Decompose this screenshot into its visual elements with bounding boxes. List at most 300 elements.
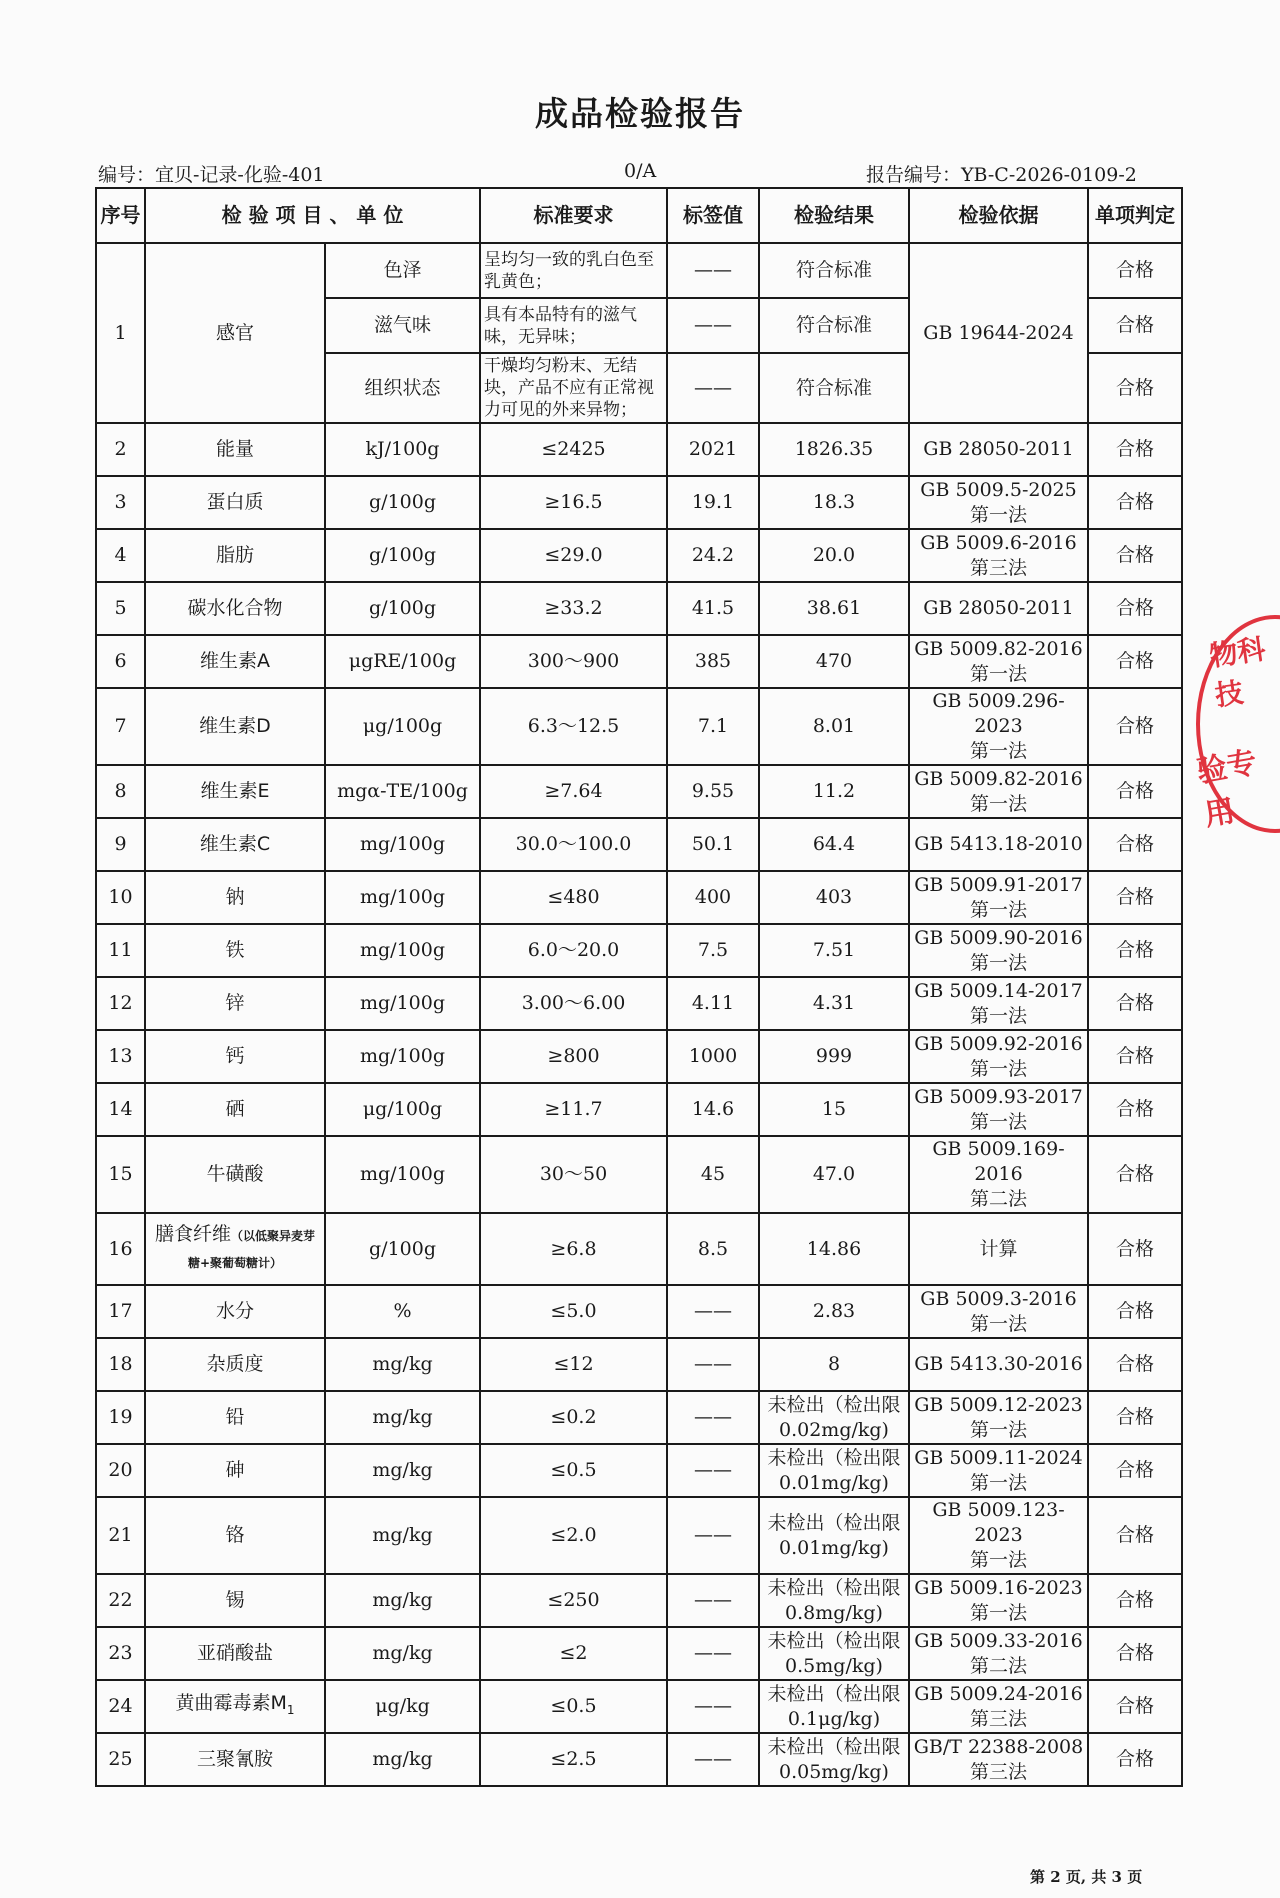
row-verdict: 合格 bbox=[1088, 1497, 1182, 1574]
result-detection-limit: 0.1μg/kg) bbox=[787, 1707, 881, 1730]
row-standard: 30.0～100.0 bbox=[480, 818, 667, 871]
row-result bbox=[759, 1285, 909, 1338]
doc-version: 0/A bbox=[624, 160, 657, 182]
row-basis bbox=[909, 1733, 1088, 1786]
basis-standard: GB 5009.90-2016 bbox=[914, 926, 1083, 949]
row-no: 15 bbox=[96, 1136, 145, 1213]
row-basis bbox=[909, 582, 1088, 635]
row-verdict: 合格 bbox=[1088, 977, 1182, 1030]
row-label-value: 19.1 bbox=[667, 476, 759, 529]
row-verdict: 合格 bbox=[1088, 1285, 1182, 1338]
row-basis bbox=[909, 818, 1088, 871]
row-unit: mg/kg bbox=[325, 1733, 480, 1786]
row-verdict: 合格 bbox=[1088, 353, 1182, 423]
basis-method: 第一法 bbox=[969, 1057, 1027, 1080]
row-item bbox=[145, 1338, 325, 1391]
row-verdict: 合格 bbox=[1088, 423, 1182, 476]
row-item: 维生素C bbox=[145, 818, 325, 871]
row-item: 碳水化合物 bbox=[145, 582, 325, 635]
row-unit: g/100g bbox=[325, 1213, 480, 1285]
row-verdict: 合格 bbox=[1088, 1213, 1182, 1285]
row-result: 符合标准 bbox=[759, 353, 909, 423]
page-number: 第 2 页, 共 3 页 bbox=[1030, 1868, 1143, 1886]
basis-standard: GB 5009.5-2025 bbox=[920, 478, 1077, 501]
report-number: 报告编号：YB-C-2026-0109-2 bbox=[866, 164, 1137, 186]
row-label-value: 50.1 bbox=[667, 818, 759, 871]
basis-standard: GB 5009.14-2017 bbox=[914, 979, 1083, 1002]
result-line: 2.83 bbox=[812, 1300, 856, 1322]
basis-method: 第一法 bbox=[969, 951, 1027, 974]
row-basis bbox=[909, 1030, 1088, 1083]
table-row bbox=[96, 476, 1182, 529]
row-label-value: 400 bbox=[667, 871, 759, 924]
item-subscript: 1 bbox=[286, 1702, 295, 1717]
row-item: 钙 bbox=[145, 1030, 325, 1083]
row-standard: 呈均匀一致的乳白色至乳黄色； bbox=[480, 243, 667, 298]
row-verdict: 合格 bbox=[1088, 1627, 1182, 1680]
row-verdict: 合格 bbox=[1088, 298, 1182, 353]
row-result: 8.01 bbox=[759, 688, 909, 765]
row-no: 11 bbox=[96, 924, 145, 977]
row-label-value: —— bbox=[667, 1444, 759, 1497]
basis-standard: GB 5009.93-2017 bbox=[914, 1085, 1083, 1108]
row-result: 15 bbox=[759, 1083, 909, 1136]
result-line: 未检出（检出限 bbox=[767, 1682, 901, 1705]
result-detection-limit: 0.02mg/kg) bbox=[779, 1418, 889, 1441]
result-line: 未检出（检出限 bbox=[767, 1629, 901, 1652]
row-result bbox=[759, 1338, 909, 1391]
row-basis bbox=[909, 423, 1088, 476]
row-no: 19 bbox=[96, 1391, 145, 1444]
row-no: 1 bbox=[96, 243, 145, 423]
row-result: 64.4 bbox=[759, 818, 909, 871]
row-no: 8 bbox=[96, 765, 145, 818]
row-basis bbox=[909, 529, 1088, 582]
row-basis bbox=[909, 688, 1088, 765]
row-verdict: 合格 bbox=[1088, 1338, 1182, 1391]
row-verdict: 合格 bbox=[1088, 1083, 1182, 1136]
row-standard: ≤2425 bbox=[480, 423, 667, 476]
item-name: 三聚氰胺 bbox=[196, 1748, 273, 1770]
row-verdict: 合格 bbox=[1088, 529, 1182, 582]
row-label-value: —— bbox=[667, 1680, 759, 1733]
basis-method: 第一法 bbox=[969, 1471, 1027, 1494]
row-no: 4 bbox=[96, 529, 145, 582]
row-basis bbox=[909, 1338, 1088, 1391]
basis-standard: GB 28050-2011 bbox=[923, 438, 1074, 460]
row-unit: mg/100g bbox=[325, 818, 480, 871]
item-name: 亚硝酸盐 bbox=[196, 1642, 273, 1664]
basis-method: 第三法 bbox=[969, 1707, 1027, 1730]
item-note: （以低聚异麦芽糖+聚葡萄糖计） bbox=[187, 1229, 316, 1270]
row-verdict: 合格 bbox=[1088, 1136, 1182, 1213]
result-line: 未检出（检出限 bbox=[767, 1511, 901, 1534]
row-result: 470 bbox=[759, 635, 909, 688]
row-standard: ≥11.7 bbox=[480, 1083, 667, 1136]
report-title: 成品检验报告 bbox=[535, 94, 745, 133]
row-verdict: 合格 bbox=[1088, 765, 1182, 818]
row-label-value: —— bbox=[667, 1285, 759, 1338]
row-item bbox=[145, 1627, 325, 1680]
table-row bbox=[96, 582, 1182, 635]
row-no: 14 bbox=[96, 1083, 145, 1136]
row-item: 硒 bbox=[145, 1083, 325, 1136]
table-row bbox=[96, 765, 1182, 818]
basis-standard: GB 5009.91-2017 bbox=[914, 873, 1083, 896]
row-standard: ≥16.5 bbox=[480, 476, 667, 529]
basis-method: 第三法 bbox=[969, 556, 1027, 579]
basis-method: 第一法 bbox=[969, 503, 1027, 526]
result-detection-limit: 0.5mg/kg) bbox=[785, 1654, 883, 1677]
row-item bbox=[145, 1444, 325, 1497]
col-header-result: 检验结果 bbox=[759, 188, 909, 243]
row-item bbox=[145, 1497, 325, 1574]
row-result: 20.0 bbox=[759, 529, 909, 582]
row-label-value: 4.11 bbox=[667, 977, 759, 1030]
row-standard: 具有本品特有的滋气味，无异味； bbox=[480, 298, 667, 353]
row-unit: kJ/100g bbox=[325, 423, 480, 476]
table-row bbox=[96, 1030, 1182, 1083]
row-basis bbox=[909, 635, 1088, 688]
basis-standard: GB 5009.169-2016 bbox=[932, 1138, 1065, 1185]
col-header-item: 检 验 项 目 、 单 位 bbox=[145, 188, 480, 243]
col-header-basis: 检验依据 bbox=[909, 188, 1088, 243]
row-basis bbox=[909, 765, 1088, 818]
table-row bbox=[96, 1213, 1182, 1285]
seal-text-bottom: 验专用 bbox=[1194, 745, 1260, 834]
row-item: 锌 bbox=[145, 977, 325, 1030]
basis-method: 第二法 bbox=[969, 1188, 1027, 1210]
row-item: 维生素D bbox=[145, 688, 325, 765]
row-item: 维生素A bbox=[145, 635, 325, 688]
row-basis bbox=[909, 1497, 1088, 1574]
item-name: 砷 bbox=[225, 1459, 245, 1481]
row-result: 符合标准 bbox=[759, 298, 909, 353]
row-result bbox=[759, 1497, 909, 1574]
table-row bbox=[96, 529, 1182, 582]
row-label-value: —— bbox=[667, 1627, 759, 1680]
row-result: 7.51 bbox=[759, 924, 909, 977]
row-label-value: 2021 bbox=[667, 423, 759, 476]
row-unit: μgRE/100g bbox=[325, 635, 480, 688]
row-standard: ≤2.0 bbox=[480, 1497, 667, 1574]
row-unit: mg/kg bbox=[325, 1574, 480, 1627]
item-name: 黄曲霉毒素M bbox=[175, 1691, 287, 1714]
row-no: 13 bbox=[96, 1030, 145, 1083]
row-result bbox=[759, 1391, 909, 1444]
row-basis bbox=[909, 977, 1088, 1030]
row-label-value: 14.6 bbox=[667, 1083, 759, 1136]
row-basis: 计算 bbox=[909, 1213, 1088, 1285]
row-result: 11.2 bbox=[759, 765, 909, 818]
row-verdict: 合格 bbox=[1088, 1444, 1182, 1497]
table-row bbox=[96, 1338, 1182, 1391]
row-verdict: 合格 bbox=[1088, 582, 1182, 635]
col-header-verdict: 单项判定 bbox=[1088, 188, 1182, 243]
result-line: 8 bbox=[827, 1353, 841, 1375]
basis-standard: GB 5009.12-2023 bbox=[914, 1393, 1083, 1416]
row-label-value: 385 bbox=[667, 635, 759, 688]
table-row bbox=[96, 871, 1182, 924]
inspection-table bbox=[95, 187, 1183, 1787]
row-standard: ≤29.0 bbox=[480, 529, 667, 582]
result-detection-limit: 0.05mg/kg) bbox=[779, 1760, 889, 1783]
seal-text-top: 物科技 bbox=[1207, 632, 1268, 713]
table-row bbox=[96, 1083, 1182, 1136]
table-row bbox=[96, 1285, 1182, 1338]
row-unit: mg/kg bbox=[325, 1338, 480, 1391]
row-basis bbox=[909, 1627, 1088, 1680]
item-name: 杂质度 bbox=[206, 1353, 264, 1375]
table-row bbox=[96, 423, 1182, 476]
row-no: 2 bbox=[96, 423, 145, 476]
row-result bbox=[759, 1444, 909, 1497]
basis-standard: GB 5009.6-2016 bbox=[920, 531, 1077, 554]
basis-method: 第一法 bbox=[969, 740, 1027, 762]
table-row bbox=[96, 1444, 1182, 1497]
row-unit: μg/kg bbox=[325, 1680, 480, 1733]
table-row bbox=[96, 1574, 1182, 1627]
row-unit: mg/kg bbox=[325, 1497, 480, 1574]
row-no: 24 bbox=[96, 1680, 145, 1733]
row-no: 21 bbox=[96, 1497, 145, 1574]
row-standard: ≥7.64 bbox=[480, 765, 667, 818]
row-no: 3 bbox=[96, 476, 145, 529]
table-row bbox=[96, 818, 1182, 871]
table-row bbox=[96, 977, 1182, 1030]
row-item: 能量 bbox=[145, 423, 325, 476]
row-unit: μg/100g bbox=[325, 1083, 480, 1136]
row-basis bbox=[909, 1083, 1088, 1136]
row-standard: ≤2 bbox=[480, 1627, 667, 1680]
basis-method: 第一法 bbox=[969, 1004, 1027, 1027]
row-no: 9 bbox=[96, 818, 145, 871]
row-standard: 3.00～6.00 bbox=[480, 977, 667, 1030]
row-verdict: 合格 bbox=[1088, 1030, 1182, 1083]
col-header-label: 标签值 bbox=[667, 188, 759, 243]
basis-standard: GB 5413.30-2016 bbox=[914, 1353, 1083, 1375]
row-result: 4.31 bbox=[759, 977, 909, 1030]
result-line: 未检出（检出限 bbox=[767, 1446, 901, 1469]
row-subitem: 滋气味 bbox=[325, 298, 480, 353]
row-label-value: —— bbox=[667, 243, 759, 298]
row-label-value: —— bbox=[667, 1338, 759, 1391]
basis-standard: GB 5009.82-2016 bbox=[914, 637, 1083, 660]
basis-method: 第一法 bbox=[969, 662, 1027, 685]
row-basis bbox=[909, 924, 1088, 977]
table-row bbox=[96, 1136, 1182, 1213]
table-row bbox=[96, 1627, 1182, 1680]
row-verdict: 合格 bbox=[1088, 688, 1182, 765]
row-verdict: 合格 bbox=[1088, 1574, 1182, 1627]
basis-standard: GB 5009.92-2016 bbox=[914, 1032, 1083, 1055]
row-verdict: 合格 bbox=[1088, 1680, 1182, 1733]
row-unit: mg/kg bbox=[325, 1391, 480, 1444]
row-label-value: 7.1 bbox=[667, 688, 759, 765]
row-label-value: 45 bbox=[667, 1136, 759, 1213]
row-label-value: 7.5 bbox=[667, 924, 759, 977]
basis-standard: GB 5413.18-2010 bbox=[914, 833, 1083, 855]
row-standard: 干燥均匀粉末、无结块，产品不应有正常视力可见的外来异物； bbox=[480, 353, 667, 423]
basis-standard: GB 5009.296-2023 bbox=[932, 690, 1065, 737]
result-line: 未检出（检出限 bbox=[767, 1735, 901, 1758]
row-unit: mg/kg bbox=[325, 1444, 480, 1497]
row-unit: g/100g bbox=[325, 582, 480, 635]
row-no: 12 bbox=[96, 977, 145, 1030]
row-item bbox=[145, 1391, 325, 1444]
result-line: 未检出（检出限 bbox=[767, 1576, 901, 1599]
result-detection-limit: 0.8mg/kg) bbox=[785, 1601, 883, 1624]
row-no: 6 bbox=[96, 635, 145, 688]
table-row bbox=[96, 635, 1182, 688]
basis-standard: GB 28050-2011 bbox=[923, 597, 1074, 619]
row-label-value: 41.5 bbox=[667, 582, 759, 635]
row-result: 403 bbox=[759, 871, 909, 924]
row-unit: g/100g bbox=[325, 476, 480, 529]
basis-method: 第一法 bbox=[969, 1312, 1027, 1335]
row-standard: ≤250 bbox=[480, 1574, 667, 1627]
item-name: 膳食纤维 bbox=[154, 1223, 231, 1245]
result-detection-limit: 0.01mg/kg) bbox=[779, 1536, 889, 1559]
basis-method: 第一法 bbox=[969, 1601, 1027, 1624]
row-basis: GB 19644-2024 bbox=[909, 243, 1088, 423]
table-row-sensory bbox=[96, 243, 1182, 298]
row-verdict: 合格 bbox=[1088, 243, 1182, 298]
row-result: 1826.35 bbox=[759, 423, 909, 476]
row-result: 47.0 bbox=[759, 1136, 909, 1213]
row-label-value: 9.55 bbox=[667, 765, 759, 818]
row-no: 20 bbox=[96, 1444, 145, 1497]
basis-method: 第一法 bbox=[969, 898, 1027, 921]
row-basis bbox=[909, 871, 1088, 924]
row-unit: mg/100g bbox=[325, 924, 480, 977]
row-label-value: 8.5 bbox=[667, 1213, 759, 1285]
basis-method: 第一法 bbox=[969, 1110, 1027, 1133]
row-verdict: 合格 bbox=[1088, 635, 1182, 688]
row-verdict: 合格 bbox=[1088, 871, 1182, 924]
basis-method: 第一法 bbox=[969, 792, 1027, 815]
row-no: 25 bbox=[96, 1733, 145, 1786]
header-row bbox=[96, 188, 1182, 243]
row-unit: mg/100g bbox=[325, 871, 480, 924]
col-header-std: 标准要求 bbox=[480, 188, 667, 243]
row-result: 999 bbox=[759, 1030, 909, 1083]
item-name: 铬 bbox=[225, 1524, 245, 1546]
basis-standard: GB 5009.3-2016 bbox=[920, 1287, 1077, 1310]
row-result: 14.86 bbox=[759, 1213, 909, 1285]
row-unit: mg/100g bbox=[325, 1030, 480, 1083]
row-result bbox=[759, 1680, 909, 1733]
row-verdict: 合格 bbox=[1088, 1733, 1182, 1786]
basis-method: 第三法 bbox=[969, 1760, 1027, 1783]
row-basis bbox=[909, 476, 1088, 529]
row-verdict: 合格 bbox=[1088, 924, 1182, 977]
row-basis bbox=[909, 1136, 1088, 1213]
row-result: 18.3 bbox=[759, 476, 909, 529]
result-line: 未检出（检出限 bbox=[767, 1393, 901, 1416]
row-subitem: 组织状态 bbox=[325, 353, 480, 423]
table-row bbox=[96, 1680, 1182, 1733]
row-standard: 6.0～20.0 bbox=[480, 924, 667, 977]
basis-standard: GB/T 22388-2008 bbox=[913, 1735, 1084, 1758]
row-standard: ≤0.5 bbox=[480, 1680, 667, 1733]
row-no: 18 bbox=[96, 1338, 145, 1391]
row-unit: mgα-TE/100g bbox=[325, 765, 480, 818]
row-label-value: 24.2 bbox=[667, 529, 759, 582]
basis-standard: GB 5009.33-2016 bbox=[914, 1629, 1083, 1652]
row-no: 5 bbox=[96, 582, 145, 635]
table-row bbox=[96, 688, 1182, 765]
row-item bbox=[145, 1574, 325, 1627]
row-standard: ≤2.5 bbox=[480, 1733, 667, 1786]
row-item: 铁 bbox=[145, 924, 325, 977]
row-no: 23 bbox=[96, 1627, 145, 1680]
row-result bbox=[759, 1574, 909, 1627]
row-result bbox=[759, 1627, 909, 1680]
row-item bbox=[145, 1680, 325, 1733]
row-no: 7 bbox=[96, 688, 145, 765]
row-standard: 30～50 bbox=[480, 1136, 667, 1213]
row-standard: ≥33.2 bbox=[480, 582, 667, 635]
row-unit: μg/100g bbox=[325, 688, 480, 765]
row-unit: mg/100g bbox=[325, 977, 480, 1030]
row-standard: 6.3～12.5 bbox=[480, 688, 667, 765]
row-result: 符合标准 bbox=[759, 243, 909, 298]
row-item: 钠 bbox=[145, 871, 325, 924]
row-result bbox=[759, 1733, 909, 1786]
row-label-value: —— bbox=[667, 353, 759, 423]
row-label-value: —— bbox=[667, 1574, 759, 1627]
item-name: 水分 bbox=[215, 1300, 254, 1322]
row-item bbox=[145, 1285, 325, 1338]
row-item: 维生素E bbox=[145, 765, 325, 818]
row-standard: ≥800 bbox=[480, 1030, 667, 1083]
row-basis bbox=[909, 1285, 1088, 1338]
row-item bbox=[145, 1213, 325, 1285]
row-no: 22 bbox=[96, 1574, 145, 1627]
row-result: 38.61 bbox=[759, 582, 909, 635]
basis-standard: GB 5009.11-2024 bbox=[914, 1446, 1083, 1469]
col-header-no: 序号 bbox=[96, 188, 145, 243]
basis-method: 第一法 bbox=[969, 1418, 1027, 1441]
row-standard: ≤0.5 bbox=[480, 1444, 667, 1497]
row-unit: mg/100g bbox=[325, 1136, 480, 1213]
table-row bbox=[96, 1497, 1182, 1574]
row-no: 16 bbox=[96, 1213, 145, 1285]
table-row bbox=[96, 924, 1182, 977]
basis-standard: GB 5009.16-2023 bbox=[914, 1576, 1083, 1599]
row-unit: mg/kg bbox=[325, 1627, 480, 1680]
row-no: 17 bbox=[96, 1285, 145, 1338]
row-standard: 300～900 bbox=[480, 635, 667, 688]
row-verdict: 合格 bbox=[1088, 818, 1182, 871]
result-detection-limit: 0.01mg/kg) bbox=[779, 1471, 889, 1494]
row-item: 脂肪 bbox=[145, 529, 325, 582]
row-verdict: 合格 bbox=[1088, 476, 1182, 529]
row-item: 牛磺酸 bbox=[145, 1136, 325, 1213]
row-verdict: 合格 bbox=[1088, 1391, 1182, 1444]
table-row bbox=[96, 1733, 1182, 1786]
table-row bbox=[96, 1391, 1182, 1444]
row-subitem: 色泽 bbox=[325, 243, 480, 298]
basis-method: 第一法 bbox=[969, 1549, 1027, 1571]
row-item: 感官 bbox=[145, 243, 325, 423]
row-label-value: —— bbox=[667, 1391, 759, 1444]
row-label-value: —— bbox=[667, 1497, 759, 1574]
row-unit: % bbox=[325, 1285, 480, 1338]
row-no: 10 bbox=[96, 871, 145, 924]
row-standard: ≤0.2 bbox=[480, 1391, 667, 1444]
